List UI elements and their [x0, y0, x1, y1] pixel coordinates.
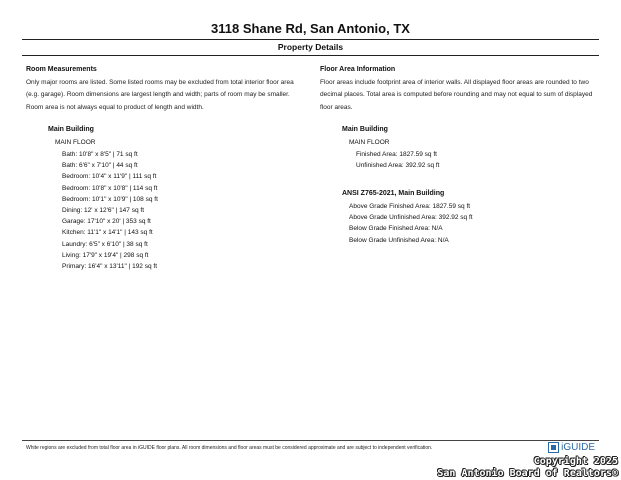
room-measurements-heading: Room Measurements: [26, 66, 97, 73]
ansi-item: Below Grade Unfinished Area: N/A: [349, 236, 449, 244]
divider: [22, 39, 599, 40]
room-measurements-note: Only major rooms are listed. Some listed rooms may be excluded from total interior floor area (e.g. garage). Room dimensions are largest length and width; parts of room may be smaller. Room area is not always equal to product of length and width.: [26, 78, 294, 111]
floor-area-section: [320, 64, 605, 246]
area-item: Unfinished Area: 392.92 sq ft: [356, 162, 440, 170]
room-item: Primary: 16'4" x 13'11" | 192 sq ft: [62, 263, 158, 271]
ansi-item: Above Grade Finished Area: 1827.59 sq ft: [349, 202, 471, 210]
ansi-item: Below Grade Finished Area: N/A: [349, 225, 443, 233]
room-item: Bedroom: 10'1" x 10'9" | 108 sq ft: [62, 195, 158, 203]
floor-label: MAIN FLOOR: [55, 138, 96, 146]
room-item: Bath: 10'8" x 8'5" | 71 sq ft: [62, 151, 138, 158]
room-item: Bedroom: 10'8" x 10'8" | 114 sq ft: [62, 184, 158, 192]
room-item: Laundry: 6'5" x 6'10" | 38 sq ft: [62, 240, 148, 248]
footer-disclaimer: White regions are excluded from total floor area in iGUIDE floor plans. All room dimensions and floor areas must be considered approximate and are subject to independent verification.: [26, 445, 433, 451]
area-item: Finished Area: 1827.59 sq ft: [356, 151, 437, 158]
room-measurements-section: [26, 64, 308, 272]
floor-area-heading: Floor Area Information: [320, 66, 396, 73]
room-item: Living: 17'9" x 19'4" | 298 sq ft: [62, 251, 149, 259]
ansi-section: [320, 188, 605, 245]
copyright-line: Copyright 2025: [533, 456, 618, 467]
building-heading: Main Building: [342, 126, 388, 133]
iguide-logo-text: iGUIDE: [561, 442, 595, 453]
building-heading: Main Building: [48, 126, 94, 133]
divider: [22, 440, 599, 441]
iguide-logo-icon: [548, 442, 559, 453]
copyright-watermark: [437, 456, 618, 480]
ansi-heading: ANSI Z765-2021, Main Building: [342, 190, 445, 198]
room-item: Bath: 6'6" x 7'10" | 44 sq ft: [62, 162, 138, 170]
page-subtitle: Property Details: [277, 42, 344, 52]
ansi-item: Above Grade Unfinished Area: 392.92 sq ft: [349, 214, 473, 222]
copyright-owner: San Antonio Board of Realtors®: [437, 468, 618, 479]
room-item: Garage: 17'10" x 20' | 353 sq ft: [62, 218, 151, 226]
room-item: Bedroom: 10'4" x 11'9" | 111 sq ft: [62, 173, 157, 181]
divider: [22, 55, 599, 56]
room-item: Kitchen: 11'1" x 14'1" | 143 sq ft: [62, 229, 153, 237]
room-item: Dining: 12' x 12'6" | 147 sq ft: [62, 207, 144, 215]
page-title: 3118 Shane Rd, San Antonio, TX: [211, 21, 410, 36]
floor-label: MAIN FLOOR: [349, 138, 390, 146]
iguide-logo: [548, 442, 595, 453]
floor-area-note: Floor areas include footprint area of interior walls. All displayed floor areas are rounded to two decimal places. Total area is computed before rounding and may not equal to sum of displayed floor areas.: [320, 78, 593, 111]
